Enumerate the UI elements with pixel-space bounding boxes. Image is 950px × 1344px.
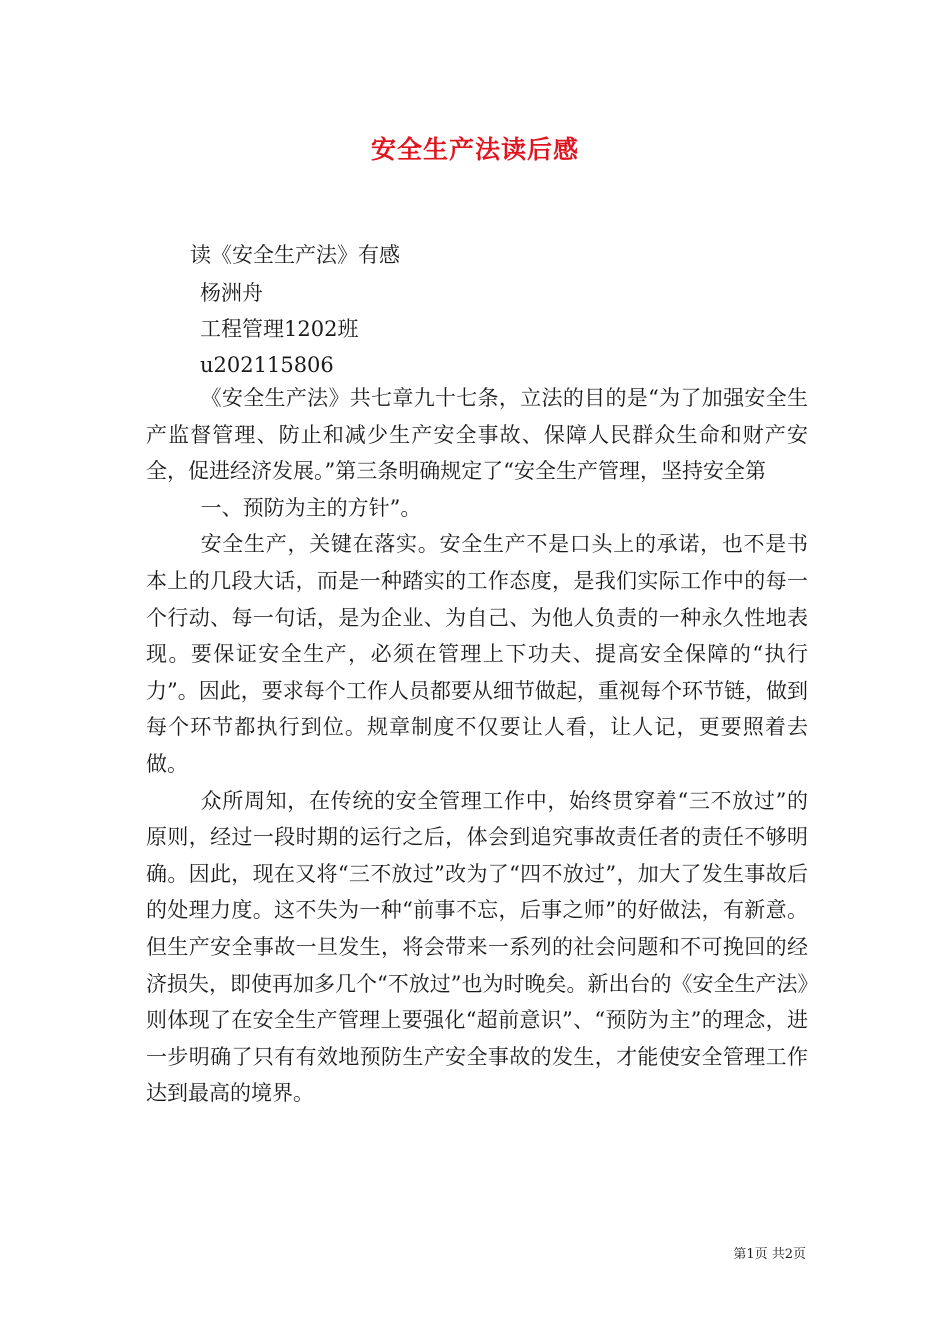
student-id: u202115806	[200, 353, 334, 377]
document-title: 安全生产法读后感	[370, 135, 579, 164]
document-body	[146, 380, 808, 1112]
essay-heading: 读《安全生产法》有感	[190, 243, 400, 267]
paragraph-4: 众所周知，在传统的安全管理工作中，始终贯穿着“三不放过”的原则，经过一段时期的运行之后，体会到追究事故责任者的责任不够明确。因此，现在又将“三不放过”改为了“四不放过”，加大了发生事故后的处理力度。这不失为一种“前事不忘，后事之师”的好做法，有新意。但生产安全事故一旦发生，将会带来一系列的社会问题和不可挽回的经济损失，即使再加多几个“不放过”也为时晚矣。新出台的《安全生产法》则体现了在安全生产管理上要强化“超前意识”、“预防为主”的理念，进一步明确了只有有效地预防生产安全事故的发生，才能使安全管理工作达到最高的境界。	[146, 788, 808, 1106]
author-name: 杨洲舟	[200, 281, 263, 305]
paragraph-3: 安全生产，关键在落实。安全生产不是口头上的承诺，也不是书本上的几段大话，而是一种踏实的工作态度，是我们实际工作中的每一个行动、每一句话，是为企业、为自己、为他人负责的一种永久性地表现。要保证安全生产，必须在管理上下功夫、提高安全保障的“执行力”。因此，要求每个工作人员都要从细节做起，重视每个环节链，做到每个环节都执行到位。规章制度不仅要让人看，让人记，更要照着去做。	[146, 532, 808, 776]
paragraph-2: 一、预防为主的方针”。	[200, 495, 422, 520]
paragraph-1: 《安全生产法》共七章九十七条，立法的目的是“为了加强安全生产监督管理、防止和减少生产安全事故、保障人民群众生命和财产安全，促进经济发展。”第三条明确规定了“安全生产管理，坚持安全第	[146, 386, 808, 484]
page-footer: 第1页 共2页	[733, 1247, 806, 1262]
class-name: 工程管理1202班	[200, 317, 359, 341]
